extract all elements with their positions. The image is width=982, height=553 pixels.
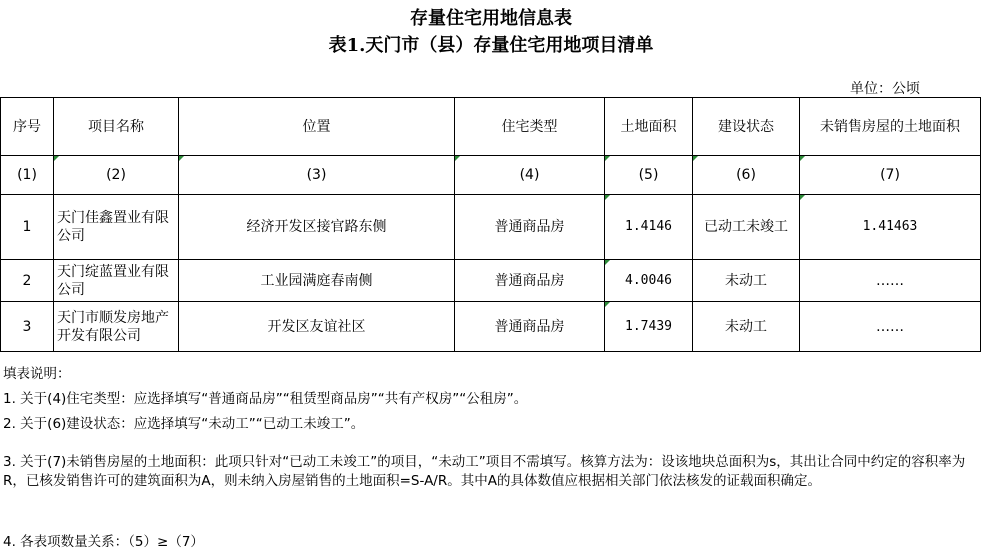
row-type: 普通商品房 — [455, 195, 605, 260]
code-cell: (2) — [54, 156, 179, 195]
unit-label: 单位：公顷 — [850, 81, 920, 97]
row-location: 经济开发区接官路东侧 — [179, 195, 455, 260]
code-cell: (3) — [179, 156, 455, 195]
row-area: 4.0046 — [605, 260, 693, 302]
cell-marker — [605, 260, 610, 265]
cell-marker — [605, 156, 610, 161]
cell-marker — [693, 156, 698, 161]
row-name: 天门市顺发房地产开发有限公司 — [54, 302, 179, 352]
row-status: 未动工 — [693, 260, 800, 302]
col-header-no: 序号 — [1, 98, 54, 156]
cell-marker — [455, 156, 460, 161]
col-header-type: 住宅类型 — [455, 98, 605, 156]
row-status: 已动工未竣工 — [693, 195, 800, 260]
col-header-name: 项目名称 — [54, 98, 179, 156]
code-cell: (5) — [605, 156, 693, 195]
row-unsold: …… — [800, 260, 981, 302]
row-name: 天门绽蓝置业有限公司 — [54, 260, 179, 302]
col-header-area: 土地面积 — [605, 98, 693, 156]
row-no: 1 — [1, 195, 54, 260]
table-row — [1, 302, 981, 352]
row-type: 普通商品房 — [455, 302, 605, 352]
note-item: 4. 各表项数量关系：（5）≥（7） — [3, 534, 204, 550]
code-cell: (1) — [1, 156, 54, 195]
row-area: 1.7439 — [605, 302, 693, 352]
col-header-unsold: 未销售房屋的土地面积 — [800, 98, 981, 156]
note-item: 2. 关于(6)建设状态：应选择填写“未动工”“已动工未竣工”。 — [3, 416, 365, 432]
cell-marker — [605, 195, 610, 200]
row-area: 1.4146 — [605, 195, 693, 260]
col-header-status: 建设状态 — [693, 98, 800, 156]
note-item: 3. 关于(7)未销售房屋的土地面积：此项只针对“已动工未竣工”的项目，“未动工”项目不需填写。核算方法为：设该地块总面积为s，其出让合同中约定的容积率为R，已核发销售许可的建筑面积为A，则未纳入房屋销售的土地面积=S-A/R。其中A的具体数值应根据相关部门依法核发的证载面积确定。 — [3, 454, 966, 489]
row-location: 工业园满庭春南侧 — [179, 260, 455, 302]
row-unsold: …… — [800, 302, 981, 352]
cell-marker — [800, 195, 805, 200]
cell-marker — [54, 156, 59, 161]
row-no: 2 — [1, 260, 54, 302]
code-row — [1, 156, 981, 195]
table-row — [1, 260, 981, 302]
table-row — [1, 195, 981, 260]
row-name: 天门佳鑫置业有限公司 — [54, 195, 179, 260]
cell-marker — [179, 156, 184, 161]
row-no: 3 — [1, 302, 54, 352]
code-cell: (6) — [693, 156, 800, 195]
row-location: 开发区友谊社区 — [179, 302, 455, 352]
header-row — [1, 98, 981, 156]
row-unsold: 1.41463 — [800, 195, 981, 260]
cell-marker — [800, 156, 805, 161]
code-cell: (7) — [800, 156, 981, 195]
cell-marker — [605, 302, 610, 307]
note-item: 1. 关于(4)住宅类型：应选择填写“普通商品房”“租赁型商品房”“共有产权房”“公租房”。 — [3, 391, 528, 407]
col-header-location: 位置 — [179, 98, 455, 156]
row-type: 普通商品房 — [455, 260, 605, 302]
row-status: 未动工 — [693, 302, 800, 352]
notes-heading: 填表说明： — [3, 366, 71, 382]
code-cell: (4) — [455, 156, 605, 195]
land-table — [0, 97, 981, 352]
table-subtitle: 表1.天门市（县）存量住宅用地项目清单 — [328, 35, 654, 56]
document-title: 存量住宅用地信息表 — [410, 8, 572, 29]
